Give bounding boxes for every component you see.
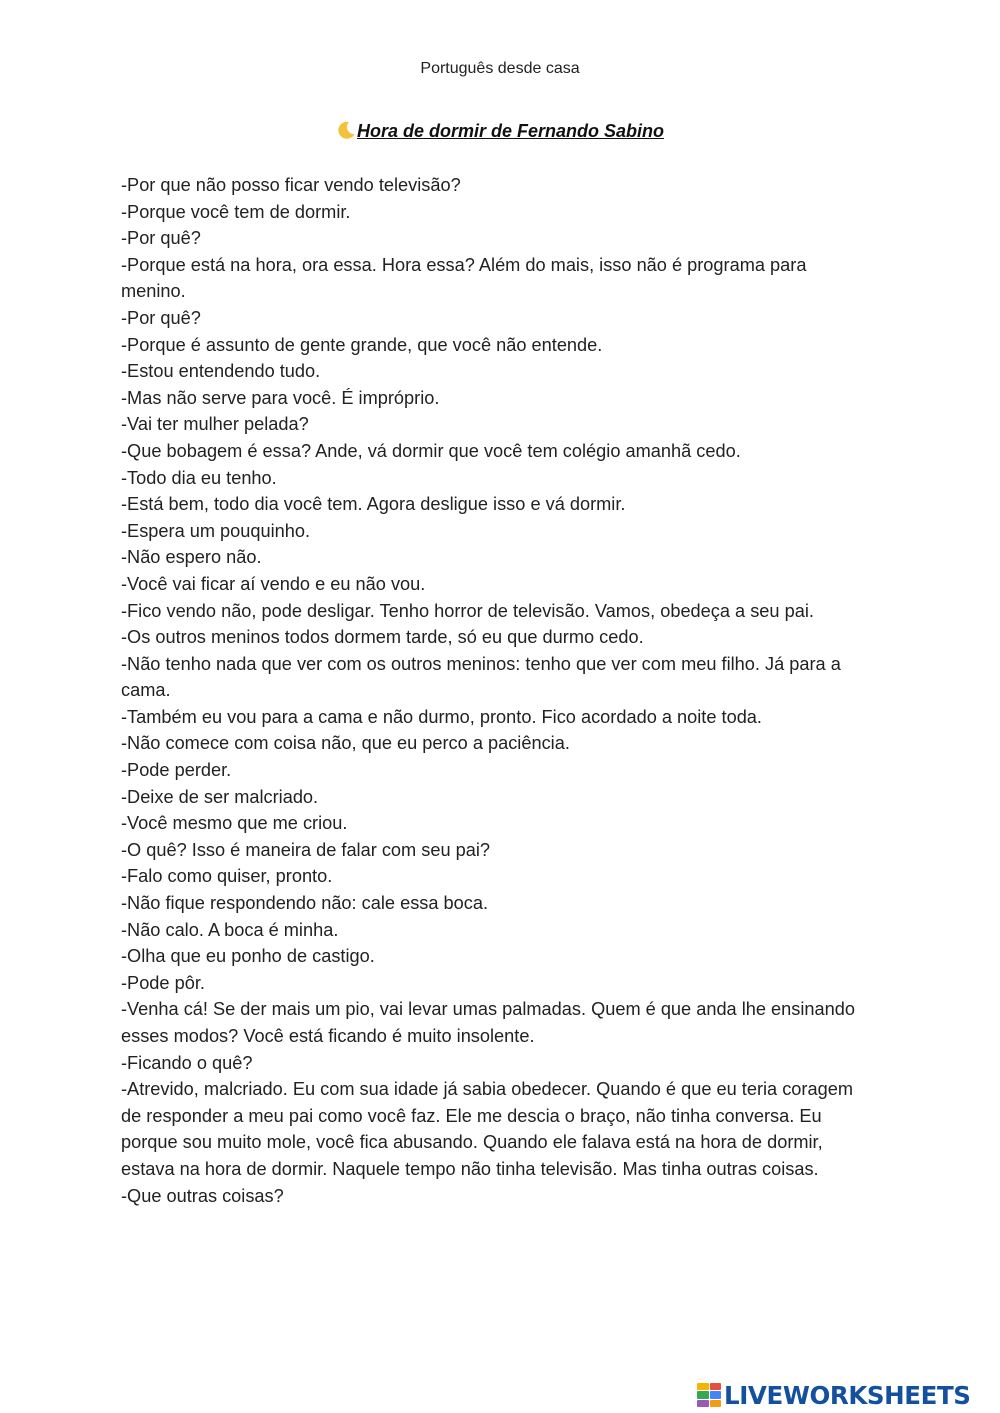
dialogue-line: -Porque você tem de dormir.: [121, 201, 351, 222]
logo-square: [710, 1383, 722, 1390]
dialogue-line: -O quê? Isso é maneira de falar com seu pai?: [121, 839, 490, 860]
dialogue-line: -Não tenho nada que ver com os outros meninos: tenho que ver com meu filho. Já para a cama.: [121, 653, 841, 701]
dialogue-line: -Porque está na hora, ora essa. Hora essa? Além do mais, isso não é programa para menino.: [121, 254, 807, 302]
dialogue-line: -Por quê?: [121, 228, 201, 249]
dialogue-line: -Também eu vou para a cama e não durmo, pronto. Fico acordado a noite toda.: [121, 706, 762, 727]
logo-square: [710, 1391, 722, 1398]
dialogue-line: -Todo dia eu tenho.: [121, 467, 277, 488]
logo-square: [697, 1383, 709, 1390]
dialogue-line: -Vai ter mulher pelada?: [121, 414, 309, 435]
dialogue-line: -Está bem, todo dia você tem. Agora desligue isso e vá dormir.: [121, 494, 626, 515]
dialogue-line: -Não fique respondendo não: cale essa boca.: [121, 893, 489, 914]
dialogue-line: -Ficando o quê?: [121, 1052, 253, 1073]
logo-square: [697, 1391, 709, 1398]
dialogue-line: -Fico vendo não, pode desligar. Tenho horror de televisão. Vamos, obedeça a seu pai.: [121, 600, 814, 621]
document-title: [0, 120, 1000, 142]
page-header: Português desde casa: [420, 60, 580, 77]
brand-name: LIVEWORKSHEETS: [724, 1380, 971, 1410]
logo-square: [697, 1400, 709, 1407]
dialogue-line: -Não comece com coisa não, que eu perco a paciência.: [121, 733, 570, 754]
dialogue-line: -Os outros meninos todos dormem tarde, só eu que durmo cedo.: [121, 627, 644, 648]
dialogue-line: -Que outras coisas?: [121, 1185, 284, 1206]
dialogue-line: -Atrevido, malcriado. Eu com sua idade já sabia obedecer. Quando é que eu teria coragem de responder a meu pai como você faz. Ele me descia o braço, não tinha conversa. Eu porque sou muito mole, você fica abusando. Quando ele falava está na hora de dormir, estava na hora de dormir. Naquele tempo não tinha televisão. Mas tinha outras coisas.: [121, 1079, 853, 1179]
dialogue-line: -Falo como quiser, pronto.: [121, 866, 333, 887]
title-text: Hora de dormir de Fernando Sabino: [356, 121, 665, 141]
liveworksheets-brand: [697, 1380, 971, 1410]
logo-square: [710, 1400, 722, 1407]
dialogue-line: -Que bobagem é essa? Ande, vá dormir que você tem colégio amanhã cedo.: [121, 440, 741, 461]
dialogue-line: -Você mesmo que me criou.: [121, 813, 348, 834]
dialogue-line: -Por que não posso ficar vendo televisão?: [121, 175, 461, 195]
liveworksheets-logo-icon: [697, 1383, 721, 1407]
dialogue-line: -Deixe de ser malcriado.: [121, 786, 319, 807]
dialogue-line: -Pode pôr.: [121, 972, 205, 993]
dialogue-line: -Espera um pouquinho.: [121, 520, 311, 541]
dialogue-line: -Pode perder.: [121, 760, 232, 781]
dialogue-text: [121, 172, 861, 1209]
dialogue-line: -Por quê?: [121, 307, 201, 328]
dialogue-line: -Mas não serve para você. É impróprio.: [121, 387, 440, 408]
crescent-moon-icon: [336, 120, 356, 140]
dialogue-line: -Não espero não.: [121, 547, 262, 568]
dialogue-line: -Venha cá! Se der mais um pio, vai levar umas palmadas. Quem é que anda lhe ensinando esses modos? Você está ficando é muito insolente.: [121, 999, 855, 1046]
dialogue-line: -Porque é assunto de gente grande, que você não entende.: [121, 334, 603, 355]
dialogue-line: -Estou entendendo tudo.: [121, 361, 321, 382]
dialogue-line: -Olha que eu ponho de castigo.: [121, 946, 375, 967]
dialogue-line: -Você vai ficar aí vendo e eu não vou.: [121, 573, 426, 594]
dialogue-line: -Não calo. A boca é minha.: [121, 919, 339, 940]
